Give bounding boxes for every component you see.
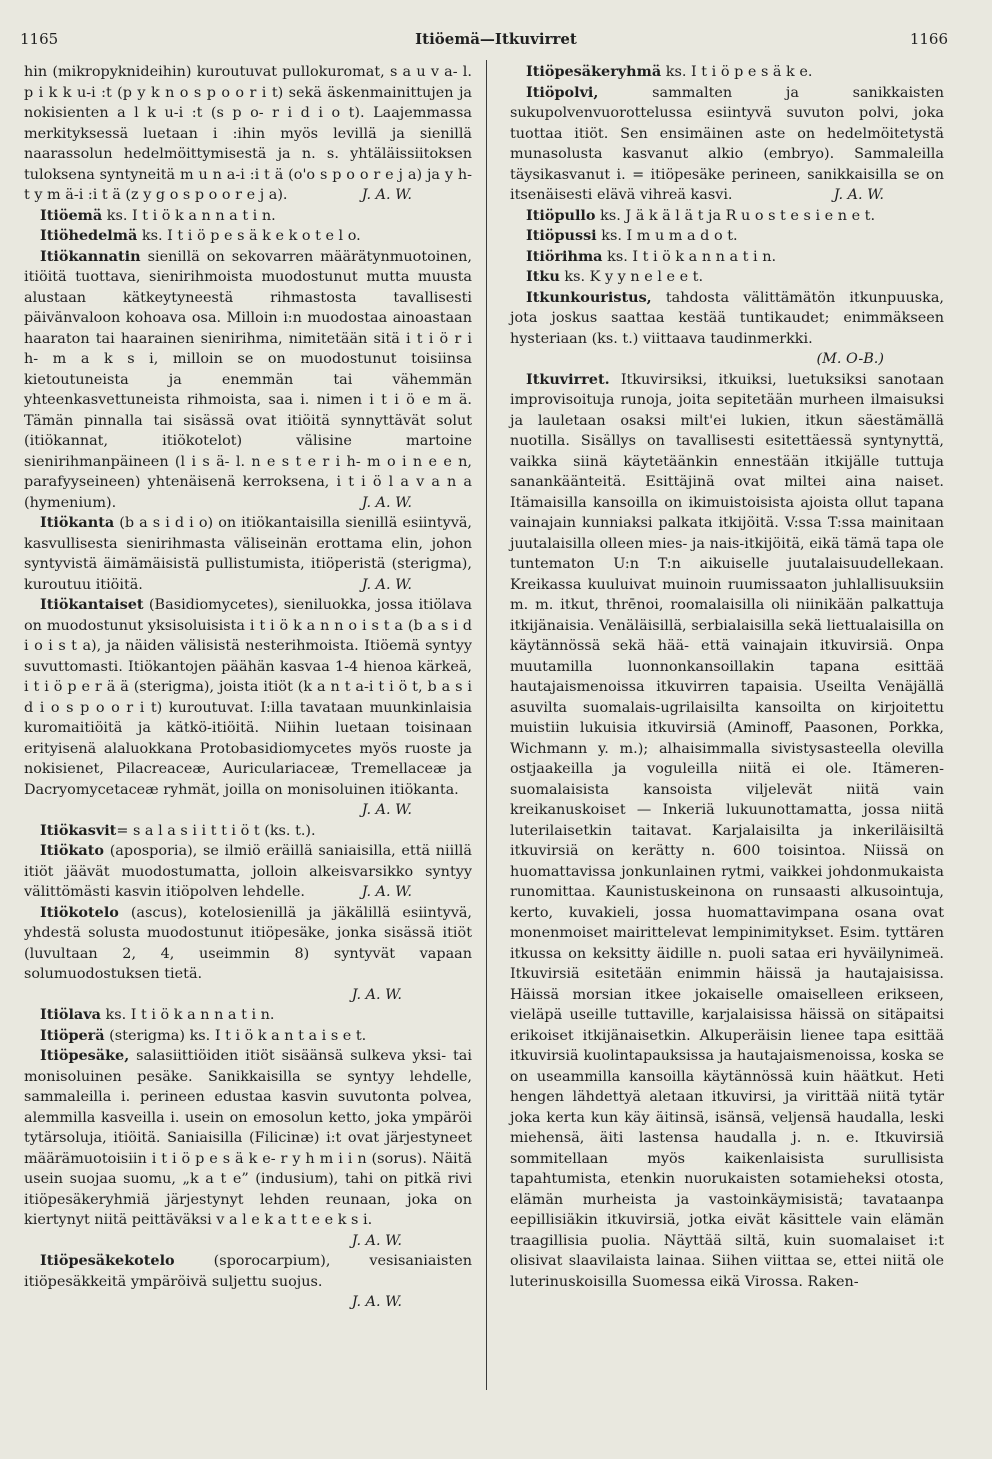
- entry-itiolava: Itiölava ks. I t i ö k a n n a t i n.: [40, 1006, 275, 1023]
- signature: J. A. W.: [361, 494, 412, 511]
- column-divider: [486, 60, 487, 1390]
- signature: (M. O-B.): [816, 351, 884, 367]
- signature: J. A. W.: [361, 802, 412, 818]
- entry-itku: Itku ks. K y y n e l e e t.: [526, 268, 704, 285]
- entry-itiopera: Itiöperä (sterigma) ks. I t i ö k a n t a i s e t.: [40, 1026, 367, 1044]
- signature: J. A. W.: [833, 187, 884, 203]
- entry-itkunkouristus: Itkunkouristus, tahdosta välittämätön itkunpuuska, jota joskus saattaa kestää tuntikaudet; enimmäkseen hysteriaan (ks. t.) viittaava taudinmerkki. (M. O-B.): [510, 288, 944, 350]
- signature: J. A. W.: [351, 1294, 402, 1310]
- signature: J. A. W.: [351, 1232, 402, 1249]
- entry-itiopesakeryhma: Itiöpesäkeryhmä ks. I t i ö p e s ä k e.: [526, 63, 813, 80]
- entry-itiokotelo: Itiökotelo (ascus), kotelosienillä ja jäkälillä esiintyvä, yhdestä solusta muodostunut itiöpesäke, jonka sisässä itiöt (luvultaan 2, 4, useimmin 8) syntyvät vapaan solumuodostuksen tietä.: [24, 903, 472, 982]
- entry-itkuvirret: Itkuvirret. Itkuvirsiksi, itkuiksi, luetuksiksi sanotaan improvisoituja runoja, joita sepitetään murheen ilmaisuksi ja lauletaan osaksi milt'ei lukien, itkun säestämällä nuotilla. Sisällys on tavallisesti esitettäessä syntynyttä, vaikka siinä käytetäänkin ennestään itkijälle tuttuja sanankäänteitä. Esittäjinä ovat miltei aina naiset. Itämaisilla kansoilla on ikimuistoisista ajoista ollut tapana vainajain kunniaksi palkata itkijöitä. V:ssa T:ssa mainitaan juutalaisilla olleen mies- ja nais-itkijöitä, eikä tämä tapa ole tuntematon U:n T:n aikuiselle juutalaisuudellekaan. Kreikassa kuuluivat muinoin ruumissaaton juhlallisuuksiin m. m. itkut, thrēnoi, roomalaisilla oli niinikään palkattuja itkijänaisia. Venäläisillä, serbialaisilla sekä liettualaisilla on käytännössä sekä hää- että vainajain itkuvirsiä. Onpa muutamilla luonnonkansoillakin tapana esittää hautajaismenoissa itkuvirren tapaisia. Useilta Venäjällä asuvilta suomalais-ugrilaisilta kansoilta on kirjoitettu muistiin lukuisia itkuvirsiä (Aminoff, Paasonen, Porkka, Wichmann y. m.); alhaisimmalla sivistysasteella olevilla ostjaakeilla ja voguleilla niitä ei ole. Itämeren-suomalaisista kansoista viljelevät niitä vain kreikanuskoiset — Inkeriä lukuunottamatta, jossa niitä luterilaisetkin taitavat. Karjalaisilta ja inkeriläisiltä itkuvirsiä on kerätty n. 600 toisintoa. Niissä on huomattavissa jonkunlainen rytmi, vaikkei johdonmukaista runomittaa. Kaunistuskeinona on runsaasti alkusointuja, kerto, kuvakieli, jossa huomattavimpana osana ovat monenmoiset mairittelevat lempinimitykset. Esim. tyttären itkussa on keksitty äidille n. puoli sataa eri hyväilynimeä. Itkuvirsiä esitetään enimmin häissä ja hautajaisissa. Häissä morsian itkee jokaiselle omaiselleen erikseen, vieläpä useille tuttaville, karjalaisissa häissä on sitäpaitsi erikoiset itkijänaisetkin. Alkuperäisin lienee tapa esittää itkuvirsiä kuolintapauksissa ja hautajaismenoissa, koska se on useammilla kansoilla käytännössä kuin häätkut. Heti hengen lähdettyä aletaan itkuvirsi, ja virittää niitä tytär joka kerta kun käy äitinsä, isänsä, veljensä haudalla, leski miehensä, äiti lastensa haudalla j. n. e. Itkuvirsiä sommitellaan myös kaikenlaisista surullisista tapahtumista, etenkin nuorukaisten sotamieheksi otosta, elämän murheista ja vastoinkäymisistä; tavataanpa eepillisiäkin itkuvirsiä, jotka eivät käsittele vain elämän traagillisia puolia. Näyttää siltä, kuin suomalaiset i:t olisivat slaavilaista lainaa. Siihen viittaa se, ettei niitä ole luterinuskoisilla Suomessa eikä Virossa. Raken-: [510, 370, 945, 1290]
- entry-continuation: hin (mikropyknideihin) kuroutuvat pullokuromat, s a u v a- l. p i k k u-i :t (p y k n o s p o o r i t) sekä äskenmainittujen ja nokisienten a l k u-i :t (s p o- r i d i o t). Laajemmassa merkityksessä luetaan i :ihin myös levillä ja sienillä naarassolun hedelmöittymisestä ja n. s. yhtäläissiitoksen tuloksena syntyneitä m u n a-i :i t ä (o'o s p o o r e j a) ja y h- t y m ä-i :i t ä (z y g o s p o o r e j a). J. A. W.: [24, 62, 472, 206]
- page-number-right: 1166: [909, 30, 948, 48]
- entry-itiokato: Itiökato (aposporia), se ilmiö eräillä saniaisilla, että niillä itiöt jäävät muodostumatta, jolloin alkeisvarsikko syntyy välittömästi kasvin itiöpolven lehdelle. J. A. W.: [24, 841, 472, 903]
- left-column: [24, 62, 472, 1313]
- entry-itiopolvi: Itiöpolvi, sammalten ja sanikkaisten sukupolvenvuorottelussa esiintyvä suvuton polvi, joka tuottaa itiöt. Sen ensimäinen aste on hedelmöitetystä munasolusta kasvanut alkio (embryo). Sammaleilla täysikasvanut i. = itiöpesäke perineen, sanikkaisilla se on itsenäisesti elävä vihreä kasvi. J. A. W.: [510, 83, 944, 206]
- entry-itiokannatin: Itiökannatin sienillä on sekovarren määrätynmuotoinen, itiöitä tuottava, sienirihmoista muodostunut mutta muusta alustaan kätkeytyneestä rihmastosta tavallisesti päivänvaloon kohoava osa. Milloin i:n muodostaa ainoastaan haaraton tai haarainen sienirihma, nimitetään sitä i t i ö r i h- m a k s i, milloin se on muodostunut toisiinsa kietoutuneista ja enemmän tai vähemmän yhteenkasvettuneista rihmoista, saa i. nimen i t i ö e m ä. Tämän pinnalla tai sisässä ovat itiöitä synnyttävät solut (itiökannat, itiökotelot) välisine martoine sienirihmanpäineen (l i s ä- l. n e s t e r i h- m o i n e e n, parafyyseineen) yhtenäisenä kerroksena, i t i ö l a v a n a (hymenium). J. A. W.: [24, 247, 472, 514]
- signature: J. A. W.: [361, 576, 412, 593]
- right-column: [510, 62, 944, 1292]
- entry-itioema: Itiöemä ks. I t i ö k a n n a t i n.: [40, 206, 276, 224]
- signature: J. A. W.: [361, 187, 412, 203]
- page-number-left: 1165: [20, 30, 59, 48]
- signature: J. A. W.: [351, 986, 402, 1003]
- signature: J. A. W.: [361, 884, 412, 900]
- entry-itiokanta: Itiökanta (b a s i d i o) on itiökantaisilla sienillä esiintyvä, kasvullisesta sienirihmasta väliseinän erottama elin, johon syntyvistä äimämäisistä pullistumista, itiöperistä (sterigma), kuroutuu itiöitä. J. A. W.: [24, 513, 472, 595]
- entry-itiopussi: Itiöpussi ks. I m u m a d o t.: [526, 227, 738, 244]
- entry-itiokantaiset: Itiökantaiset (Basidiomycetes), sieniluokka, jossa itiölava on muodostunut yksisoluisista i t i ö k a n n o i s t a (b a s i d i o i s t a), ja näiden välisistä nesterihmoista. Itiöemä syntyy suvuttomasti. Itiökantojen päähän kasvaa 1-4 hienoa kärkeä, i t i ö p e r ä ä (sterigma), joista itiöt (k a n t a-i t i ö t, b a s i d i o s p o o r i t) kuroutuvat. I:illa tavataan muunkinlaisia kuromaitiöitä ja kätkö-itiöitä. Niihin luetaan toisinaan erityisenä alaluokkana Protobasidiomycetes myös ruoste ja nokisienet, Pilacreaceæ, Auriculariaceæ, Tremellaceæ ja Dacryomycetaceæ ryhmät, joilla on monisoluinen itiökanta. J. A. W.: [24, 595, 472, 800]
- entry-itiopesakekotelo: Itiöpesäkekotelo (sporocarpium), vesisaniaisten itiöpesäkkeitä ympäröivä suljettu suojus.: [24, 1252, 472, 1290]
- entry-itiokasvit: Itiökasvit= s a l a s i i t t i ö t (ks. t.).: [40, 821, 316, 839]
- entry-itiorihma: Itiörihma ks. I t i ö k a n n a t i n.: [526, 247, 777, 265]
- entry-itiohedelma: Itiöhedelmä ks. I t i ö p e s ä k e k o t e l o.: [40, 227, 361, 244]
- entry-itiopullo: Itiöpullo ks. J ä k ä l ä t ja R u o s t e s i e n e t.: [526, 206, 876, 224]
- entry-itiopesake: Itiöpesäke, salasiittiöiden itiöt sisäänsä sulkeva yksi- tai monisoluinen pesäke. Sanikkaisilla se syntyy lehdelle, sammaleilla i. perineen edustaa kasvin suvutonta polvea, alemmilla kasveilla i. usein on emosolun ketto, joka ympäröi tytärsoluja, itiöitä. Saniaisilla (Filicinæ) i:t ovat järjestyneet määrämuotoisiin i t i ö p e s ä k e- r y h m i i n (sorus). Näitä usein suojaa suomu, „k a t e” (indusium), tahi on pitkä rivi itiöpesäkeryhmiä järjestynyt lehden reunaan, joka on kiertynyt niitä peittäväksi v a l e k a t t e e k s i.: [24, 1047, 472, 1228]
- running-title: Itiöemä—Itkuvirret: [415, 30, 577, 48]
- page-header: [0, 30, 992, 54]
